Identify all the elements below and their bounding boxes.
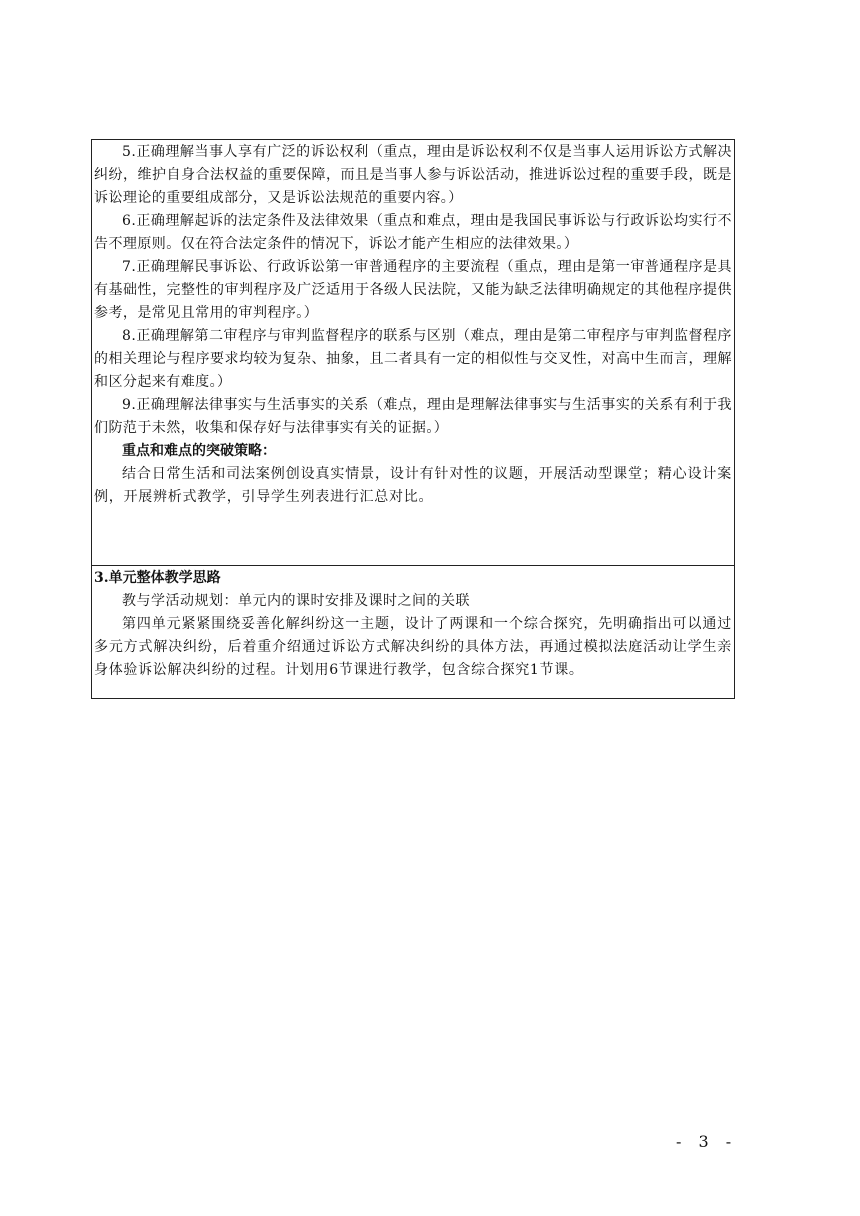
key-point-7: 7.正确理解民事诉讼、行政诉讼第一审普通程序的主要流程（重点，理由是第一审普通程序是具有基础性，完整性的审判程序及广泛适用于各级人民法院，又能为缺乏法律明确规定的其他程序提供参考，是常见且常用的审判程序。） [94, 259, 732, 321]
key-points-cell [92, 140, 734, 565]
page-number: - 3 - [676, 1132, 738, 1151]
section-3-title: 3.单元整体教学思路 [94, 570, 221, 586]
strategy-heading: 重点和难点的突破策略： [122, 443, 276, 459]
key-point-8: 8.正确理解第二审程序与审判监督程序的联系与区别（难点，理由是第二审程序与审判监督程序的相关理论与程序要求均较为复杂、抽象，且二者具有一定的相似性与交叉性，对高中生而言，理解和区分起来有难度。） [94, 328, 732, 390]
strategy-text: 结合日常生活和司法案例创设真实情景，设计有针对性的议题，开展活动型课堂；精心设计案例，开展辨析式教学，引导学生列表进行汇总对比。 [94, 466, 732, 505]
key-point-6: 6.正确理解起诉的法定条件及法律效果（重点和难点，理由是我国民事诉讼与行政诉讼均实行不告不理原则。仅在符合法定条件的情况下，诉讼才能产生相应的法律效果。） [94, 213, 732, 252]
key-point-5: 5.正确理解当事人享有广泛的诉讼权利（重点，理由是诉讼权利不仅是当事人运用诉讼方式解决纠纷，维护自身合法权益的重要保障，而且是当事人参与诉讼活动，推进诉讼过程的重要手段，既是诉讼理论的重要组成部分，又是诉讼法规范的重要内容。） [94, 144, 732, 206]
activity-plan-label: 教与学活动规划：单元内的课时安排及课时之间的关联 [122, 593, 470, 609]
unit-description: 第四单元紧紧围绕妥善化解纠纷这一主题，设计了两课和一个综合探究，先明确指出可以通过多元方式解决纠纷，后着重介绍通过诉讼方式解决纠纷的具体方法，再通过模拟法庭活动让学生亲身体验诉讼解决纠纷的过程。计划用6节课进行教学，包含综合探究1节课。 [94, 616, 732, 678]
content-table [91, 139, 735, 699]
unit-plan-cell [92, 565, 734, 698]
key-point-9: 9.正确理解法律事实与生活事实的关系（难点，理由是理解法律事实与生活事实的关系有利于我们防范于未然，收集和保存好与法律事实有关的证据。） [94, 397, 732, 436]
